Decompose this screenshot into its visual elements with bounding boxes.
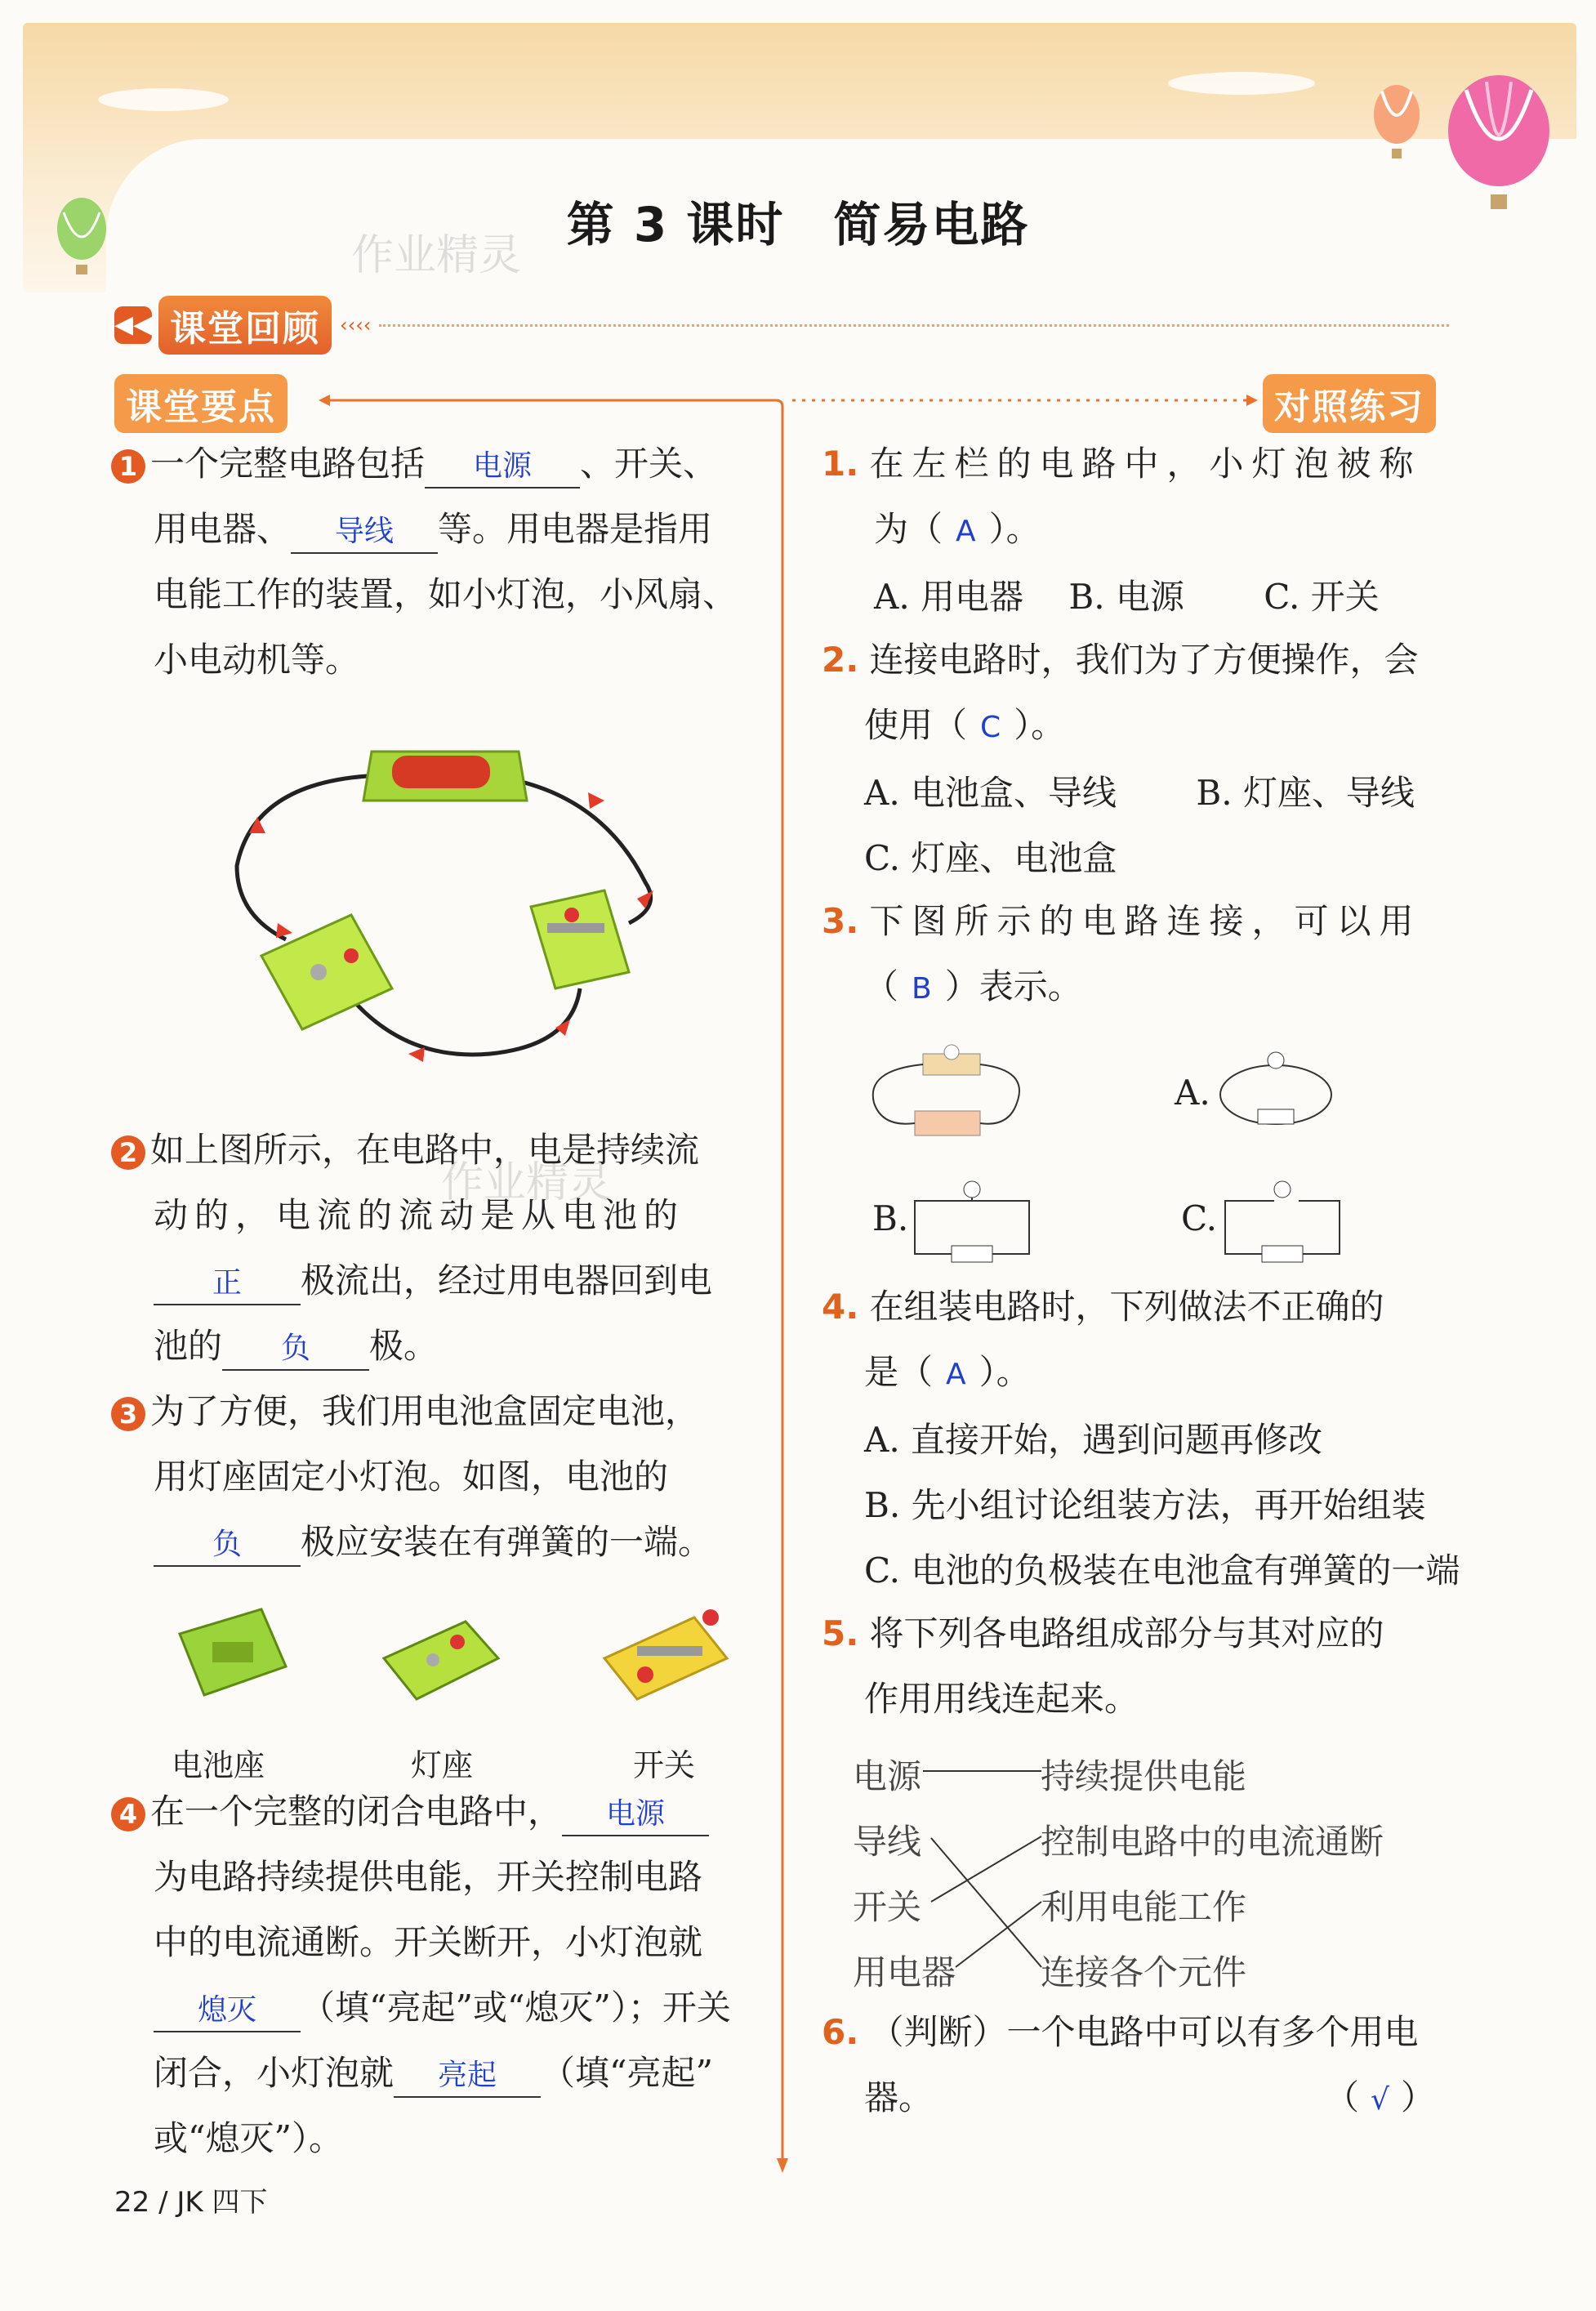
text: ）。 xyxy=(988,509,1041,549)
question-4 xyxy=(822,1274,1475,1604)
text: 在左栏的电路中，小灯泡被称 xyxy=(869,444,1422,484)
keypoint-3 xyxy=(111,1379,765,1575)
text: 器。 xyxy=(864,2077,934,2117)
text: 为（ xyxy=(874,509,943,549)
circuit-photo-sketch xyxy=(866,1037,1029,1152)
answer-blank: 负 xyxy=(222,1328,369,1371)
match-right-3: 利用电能工作 xyxy=(1041,1887,1247,1927)
keypoint-4 xyxy=(111,1779,765,2171)
item-number: 1 xyxy=(111,449,145,484)
question-number: 2. xyxy=(822,640,859,680)
answer-blank: 负 xyxy=(154,1524,301,1567)
text: 或“熄灭”）。 xyxy=(154,2118,343,2158)
text: 极流出，经过用电器回到电 xyxy=(301,1260,713,1300)
answer: A xyxy=(946,1358,966,1391)
watermark: 作业精灵 xyxy=(441,1158,612,1207)
answer-blank: 电源 xyxy=(562,1794,709,1836)
answer: A xyxy=(956,515,976,548)
text: 一个完整电路包括 xyxy=(150,444,426,484)
text: 如上图所示，在电路中，电是持续流 xyxy=(150,1130,700,1170)
answer: B xyxy=(912,972,932,1006)
text: （ xyxy=(1325,2077,1360,2117)
item-number: 2 xyxy=(111,1135,145,1170)
caption-bulb-holder: 灯座 xyxy=(411,1747,474,1783)
answer-blank: 导线 xyxy=(291,511,438,554)
option: A. 直接开始，遇到问题再修改 xyxy=(864,1420,1323,1460)
question-number: 6. xyxy=(822,2012,859,2052)
keypoints-label: 课堂要点 xyxy=(114,374,288,433)
answer-blank: 亮起 xyxy=(394,2055,541,2098)
battery-holder-image xyxy=(163,1601,294,1707)
text: 用灯座固定小灯泡。如图，电池的 xyxy=(154,1457,669,1497)
divider xyxy=(379,324,1449,327)
watermark: 作业精灵 xyxy=(351,231,522,280)
text: 作用用线连起来。 xyxy=(864,1679,1139,1719)
option: B. 先小组讨论组装方法，再开始组装 xyxy=(864,1485,1426,1525)
text: 极。 xyxy=(369,1326,439,1366)
text: 等。用电器是指用 xyxy=(438,509,713,549)
answer: C xyxy=(980,711,1001,744)
review-section-header xyxy=(114,296,1449,355)
text: 动的，电流的流动是从电池的 xyxy=(154,1195,685,1235)
practice-label: 对照练习 xyxy=(1263,374,1436,433)
text: 在组装电路时，下列做法不正确的 xyxy=(869,1287,1384,1327)
match-left-3: 开关 xyxy=(853,1887,922,1927)
page-title: 第 3 课时 简易电路 xyxy=(566,197,1030,252)
bulb-holder-image xyxy=(376,1609,506,1707)
text: ）。 xyxy=(979,1352,1031,1392)
text: （填“亮起” xyxy=(541,2053,713,2093)
circuit-diagram-a xyxy=(1217,1046,1340,1135)
answer: √ xyxy=(1371,2083,1389,2117)
match-left-2: 导线 xyxy=(853,1822,922,1862)
text: 电能工作的装置，如小灯泡，小风扇、 xyxy=(154,574,738,614)
rewind-icon: ◀◀ xyxy=(114,306,152,344)
option-b-label: B. xyxy=(872,1198,909,1238)
option-c-label: C. xyxy=(1181,1198,1217,1238)
option: C. 电池的负极装在电池盒有弹簧的一端 xyxy=(864,1550,1460,1590)
text: 将下列各电路组成部分与其对应的 xyxy=(869,1613,1384,1653)
question-3 xyxy=(822,889,1475,1022)
text: （判断）一个电路中可以有多个用电 xyxy=(869,2012,1419,2052)
caption-switch: 开关 xyxy=(633,1747,696,1783)
text: 连接电路时，我们为了方便操作，会 xyxy=(869,640,1419,680)
match-right-4: 连接各个元件 xyxy=(1041,1952,1247,1992)
question-number: 4. xyxy=(822,1287,859,1327)
caption-battery-holder: 电池座 xyxy=(172,1747,265,1783)
text: 用电器、 xyxy=(154,509,292,549)
text: 中的电流通断。开关断开，小灯泡就 xyxy=(154,1922,703,1962)
text: （填“亮起”或“熄灭”）；开关 xyxy=(301,1988,731,2028)
switch-image xyxy=(596,1593,735,1707)
circuit-diagram-c xyxy=(1217,1168,1348,1266)
text: ） xyxy=(1400,2077,1435,2117)
question-number: 3. xyxy=(822,901,859,941)
text: 在一个完整的闭合电路中， xyxy=(150,1791,563,1831)
text: 小电动机等。 xyxy=(154,640,360,680)
cloud-icon xyxy=(90,82,237,114)
cloud-icon xyxy=(1160,65,1323,98)
text: 为电路持续提供电能，开关控制电路 xyxy=(154,1857,703,1897)
text: 下图所示的电路连接，可以用 xyxy=(869,901,1422,941)
match-left-1: 电源 xyxy=(853,1756,922,1796)
match-left-4: 用电器 xyxy=(853,1952,956,1992)
circuit-diagram-b xyxy=(907,1168,1037,1266)
match-right-1: 持续提供电能 xyxy=(1041,1756,1247,1796)
answer-blank: 熄灭 xyxy=(154,1990,301,2032)
text: ）表示。 xyxy=(944,966,1082,1006)
question-6 xyxy=(822,2000,1475,2130)
item-number: 4 xyxy=(111,1797,145,1831)
review-label: 课堂回顾 xyxy=(158,296,332,355)
text: （ xyxy=(864,966,899,1006)
balloon-icon xyxy=(1364,82,1429,172)
arrows-icon: ‹‹‹‹ xyxy=(340,314,372,337)
circuit-illustration xyxy=(221,719,678,1078)
text: 、开关、 xyxy=(580,444,718,484)
option: C. 灯座、电池盒 xyxy=(864,838,1117,878)
match-right-2: 控制电路中的电流通断 xyxy=(1041,1822,1384,1862)
page-number: 22 / JK 四下 xyxy=(114,2186,268,2219)
question-2 xyxy=(822,627,1475,891)
options: A. 用电器 B. 电源 C. 开关 xyxy=(874,577,1380,617)
text: ）。 xyxy=(1014,705,1066,745)
keypoint-2 xyxy=(111,1118,765,1379)
option-a-label: A. xyxy=(1175,1073,1210,1113)
question-number: 5. xyxy=(822,1613,859,1653)
text: 是（ xyxy=(864,1352,934,1392)
keypoint-1 xyxy=(111,431,765,693)
answer-blank: 正 xyxy=(154,1263,301,1305)
text: 使用（ xyxy=(864,705,968,745)
text: 极应安装在有弹簧的一端。 xyxy=(301,1522,713,1562)
question-number: 1. xyxy=(822,444,859,484)
question-1 xyxy=(822,431,1475,630)
question-5 xyxy=(822,1601,1475,1732)
text: 池的 xyxy=(154,1326,223,1366)
text: 闭合，小灯泡就 xyxy=(154,2053,395,2093)
matching-lines xyxy=(923,1764,1045,1977)
answer-blank: 电源 xyxy=(425,446,580,489)
text: 为了方便，我们用电池盒固定电池， xyxy=(150,1391,700,1431)
item-number: 3 xyxy=(111,1397,145,1431)
option: A. 电池盒、导线 B. 灯座、导线 xyxy=(864,773,1415,813)
